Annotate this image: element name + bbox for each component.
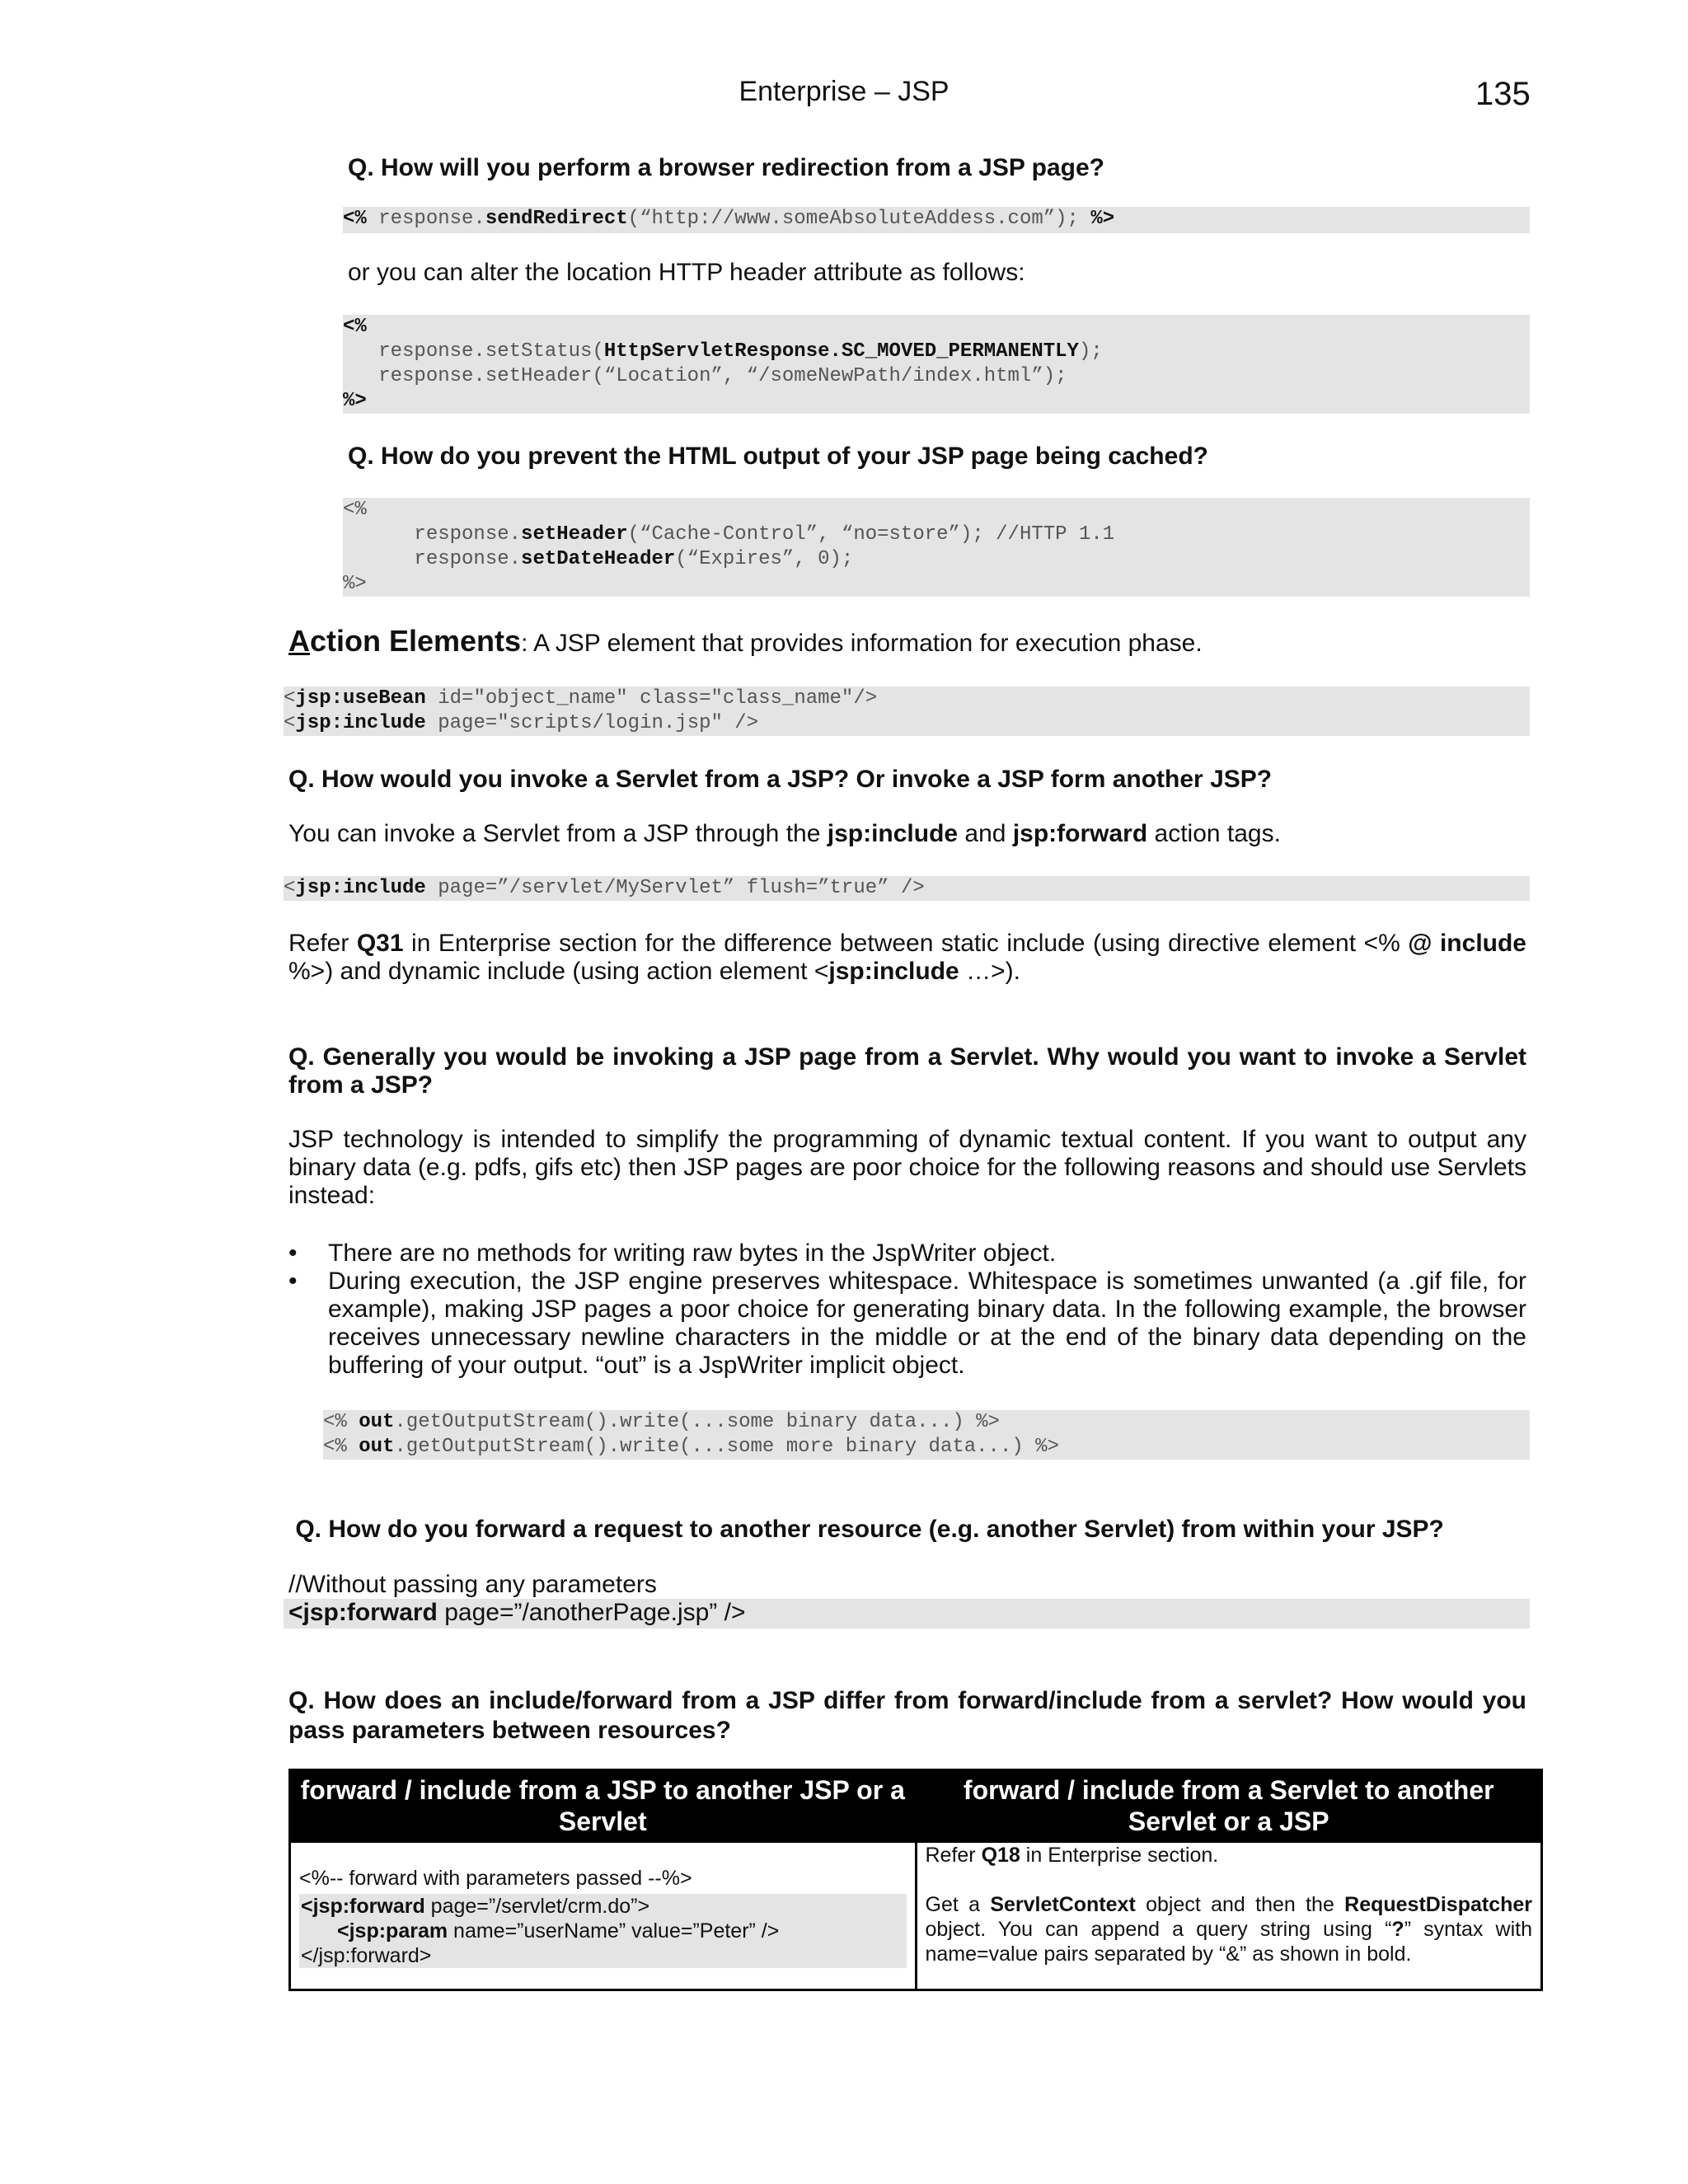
table-cell-servlet — [916, 1842, 1542, 1990]
binary-data-paragraph: JSP technology is intended to simplify the programming of dynamic textual content. If you want to output any binary data (e.g. pdfs, gifs etc) then JSP pages are poor choice for the following reasons and should use Servlets instead: — [288, 1126, 1526, 1209]
question-invoke-servlet-from-jsp: Q. Generally you would be invoking a JSP page from a Servlet. Why would you want to invoke a Servlet from a JSP? — [288, 1043, 1526, 1099]
refer-q31-paragraph: Refer Q31 in Enterprise section for the difference between static include (using directive element <% @ include %>) and dynamic include (using action element <jsp:include …>). — [288, 930, 1526, 985]
list-item: • There are no methods for writing raw bytes in the JspWriter object. — [288, 1240, 1526, 1268]
question-redirect: Q. How will you perform a browser redirection from a JSP page? — [348, 154, 1104, 181]
code-jsp-include: <jsp:include page=”/servlet/MyServlet” flush=”true” /> — [284, 876, 1530, 901]
page-header-title: Enterprise – JSP — [738, 76, 950, 107]
action-elements-heading: Action Elements: A JSP element that provides information for execution phase. — [288, 624, 1203, 658]
jsp-comment: <%-- forward with parameters passed --%> — [299, 1867, 692, 1890]
list-item: • During execution, the JSP engine preserves whitespace. Whitespace is sometimes unwanted (a .gif file, for example), making JSP pages a poor choice for generating binary data. In the following example, the browser receives unnecessary newline characters in the middle or at the end of the binary data depending on the buffering of your output. “out” is a JspWriter implicit object. — [288, 1268, 1526, 1380]
invoke-answer: You can invoke a Servlet from a JSP through the jsp:include and jsp:forward action tags. — [288, 820, 1281, 847]
forward-comment: //Without passing any parameters — [288, 1571, 657, 1598]
page-number: 135 — [1475, 76, 1531, 112]
code-jsp-forward: <jsp:forward page=”/anotherPage.jsp” /> — [284, 1599, 1530, 1629]
code-cache-control: <% response.setHeader(“Cache-Control”, “no=store”); //HTTP 1.1 response.setDateHeader(“Expires”, 0); %> — [343, 498, 1530, 597]
table-header-servlet: forward / include from a Servlet to another Servlet or a JSP — [916, 1770, 1542, 1842]
refer-q18: Refer Q18 in Enterprise section. — [925, 1844, 1219, 1867]
table-header-jsp: forward / include from a JSP to another JSP or a Servlet — [290, 1770, 917, 1842]
question-forward-request: Q. How do you forward a request to another resource (e.g. another Servlet) from within your JSP? — [288, 1516, 1444, 1543]
code-set-status: <% response.setStatus(HttpServletResponse.SC_MOVED_PERMANENTLY); response.setHeader(“Location”, “/someNewPath/index.html”); %> — [343, 315, 1530, 414]
question-invoke-servlet: Q. How would you invoke a Servlet from a JSP? Or invoke a JSP form another JSP? — [288, 766, 1273, 793]
code-send-redirect: <% response.sendRedirect(“http://www.someAbsoluteAddess.com”); %> — [343, 207, 1530, 233]
alt-header-text: or you can alter the location HTTP header attribute as follows: — [348, 259, 1025, 286]
comparison-table — [288, 1769, 1543, 1991]
reasons-list — [288, 1240, 1526, 1380]
table-cell-jsp — [290, 1842, 917, 1990]
jsp-forward-code: <jsp:forward page=”/servlet/crm.do”> <jsp:param name=”userName” value=”Peter” /> </jsp:forward> — [299, 1894, 907, 1968]
servlet-context-text: Get a ServletContext object and then the RequestDispatcher object. You can append a query string using “?” syntax with name=value pairs separated by “&” as shown in bold. — [925, 1893, 1533, 1966]
question-include-forward-differ: Q. How does an include/forward from a JSP differ from forward/include from a servlet? How would you pass parameters between resources? — [288, 1687, 1526, 1744]
question-cache: Q. How do you prevent the HTML output of your JSP page being cached? — [348, 443, 1208, 470]
code-output-stream: <% out.getOutputStream().write(...some binary data...) %> <% out.getOutputStream().write(...some more binary data...) %> — [323, 1410, 1530, 1460]
code-action-elements: <jsp:useBean id="object_name" class="class_name"/> <jsp:include page="scripts/login.jsp" /> — [284, 687, 1530, 736]
